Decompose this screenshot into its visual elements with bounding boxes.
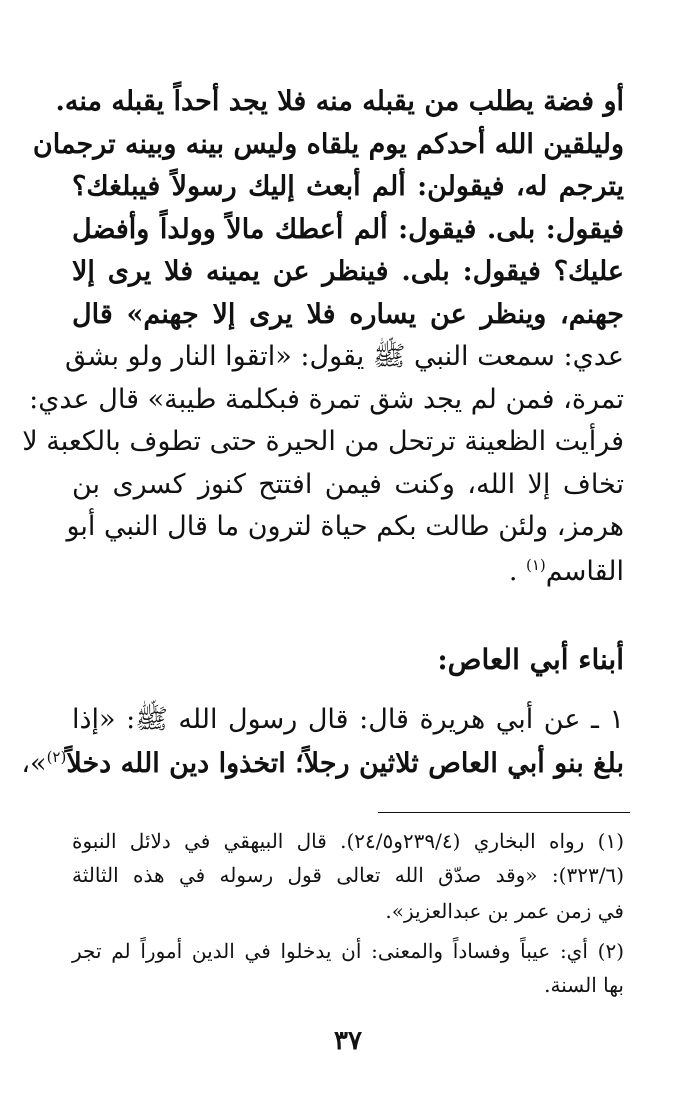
hadith-line-2 (21, 744, 624, 784)
footnote-separator (378, 812, 630, 813)
page-number: ٣٧ (334, 1026, 362, 1056)
footnote-ref-2: (٢) (46, 748, 67, 766)
body-line-11: هرمز، ولئن طالت بكم حياة لترون ما قال النبي أبو (66, 511, 624, 542)
body-line-12-end: . (508, 556, 518, 587)
footnote-2-line-1 (72, 934, 624, 968)
hadith-line-2-text: بلغ بنو أبي العاص ثلاثين رجلاً؛ اتخذوا دين الله دخلاً (66, 748, 624, 779)
footnote-1-line-1 (72, 824, 624, 858)
footnote-2-line-2: بها السنة. (544, 973, 624, 997)
body-line-1: أو فضة يطلب من يقبله منه فلا يجد أحداً يقبله منه. (55, 86, 624, 117)
footnote-ref-1: (١) (526, 556, 546, 574)
body-line-12 (72, 552, 624, 592)
body-line-7: عدي: سمعت النبي ﷺ يقول: «اتقوا النار ولو بشق (64, 341, 624, 372)
section-heading: أبناء أبي العاص: (437, 643, 624, 676)
body-line-9: فرأيت الظعينة ترتحل من الحيرة حتى تطوف بالكعبة لا (22, 426, 624, 457)
body-line-2: وليلقين الله أحدكم يوم يلقاه وليس بينه وبينه ترجمان (32, 129, 624, 160)
footnote-2-text-1: أي: عيباً وفساداً والمعنى: أن يدخلوا في الدين أموراً لم تجر (72, 939, 588, 963)
footnote-2-marker: (٢) (597, 939, 624, 963)
footnote-1-line-3: في زمن عمر بن عبدالعزيز». (385, 899, 624, 923)
body-line-6: جهنم، وينظر عن يساره فلا يرى إلا جهنم» قال (72, 299, 624, 330)
body-line-10: تخاف إلا الله، وكنت فيمن افتتح كنوز كسرى بن (72, 469, 624, 500)
body-line-8: تمرة، فمن لم يجد شق تمرة فبكلمة طيبة» قال عدي: (29, 384, 624, 415)
footnote-1-line-2: (٣٢٣/٦): «وقد صدّق الله تعالى قول رسوله في هذه الثالثة (72, 863, 624, 887)
body-line-4: فيقول: بلى. فيقول: ألم أعطك مالاً وولداً وأفضل (72, 214, 624, 245)
body-line-12-text: القاسم (545, 556, 624, 587)
hadith-line-2-end: »، (21, 748, 47, 779)
body-line-5: عليك؟ فيقول: بلى. فينظر عن يمينه فلا يرى إلا (72, 256, 624, 287)
hadith-line-1: ١ ـ عن أبي هريرة قال: قال رسول الله ﷺ: «إذا (72, 704, 624, 735)
body-line-3: يترجم له، فيقولن: ألم أبعث إليك رسولاً فيبلغك؟ (72, 171, 624, 202)
footnote-1-marker: (١) (597, 829, 624, 853)
footnote-1-text-1: رواه البخاري (٢٣٩/٤و٢٤/٥). قال البيهقي في دلائل النبوة (72, 829, 585, 853)
